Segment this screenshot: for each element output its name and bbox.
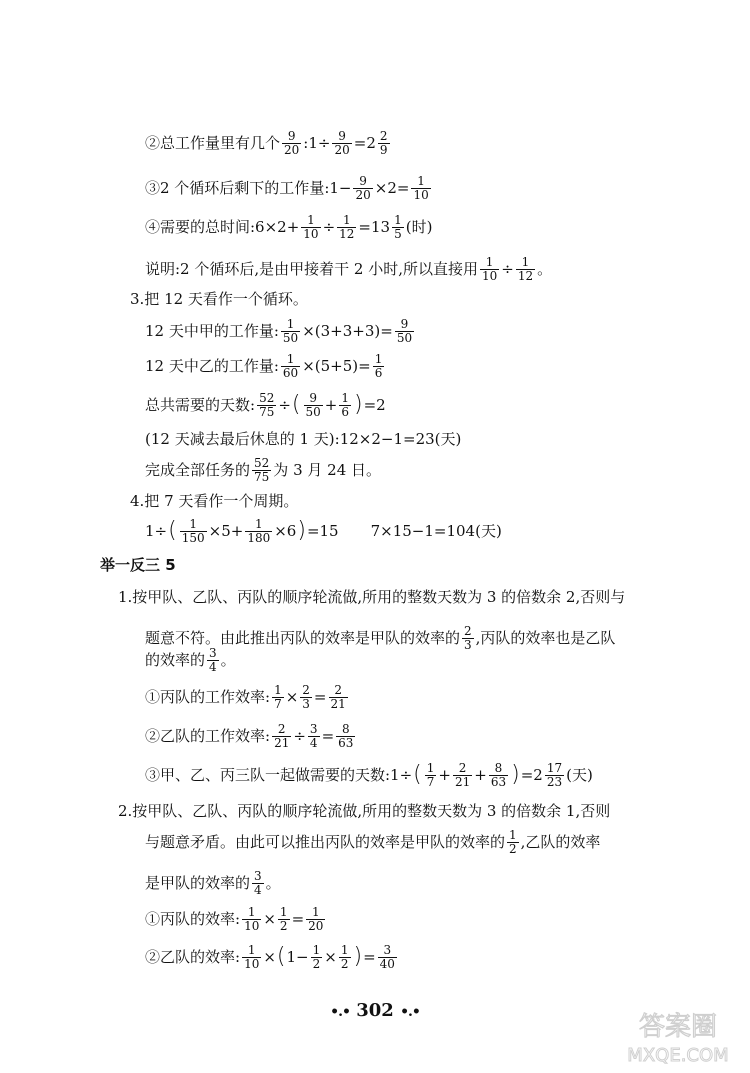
fraction: $\frac{1}{6}$	[341, 391, 350, 419]
fraction: $\frac{8}{63}$	[490, 761, 507, 789]
text: 1÷	[145, 521, 168, 540]
fraction: $\frac{2}{3}$	[464, 624, 472, 652]
text: (时)	[405, 217, 433, 236]
practice-1-step-3	[145, 762, 593, 788]
step-3-remaining-work	[145, 175, 433, 201]
close-paren: )	[353, 944, 363, 970]
fraction: $\frac{1}{2}$	[312, 943, 321, 971]
fraction: $\frac{3}{4}$	[209, 646, 217, 674]
fraction: $\frac{3}{40}$	[379, 943, 395, 971]
problem-4-heading	[130, 494, 298, 509]
section-heading	[100, 558, 176, 573]
fraction: $\frac{3}{4}$	[309, 722, 318, 750]
text: ①丙队的效率:	[145, 909, 241, 928]
text: (天)	[566, 765, 593, 784]
watermark-icon	[614, 1005, 742, 1069]
text: =2	[520, 765, 543, 784]
text: ×5+	[208, 521, 244, 540]
text: 与题意矛盾。由此可以推出丙队的效率是甲队的效率的	[145, 832, 506, 851]
fraction: $\frac{1}{5}$	[394, 213, 402, 241]
fraction: $\frac{1}{50}$	[282, 317, 299, 345]
text: =	[321, 726, 335, 745]
fraction: $\frac{1}{10}$	[413, 174, 429, 202]
practice-1-reasoning-cont	[145, 647, 236, 673]
fraction: $\frac{1}{6}$	[374, 352, 383, 380]
text: ②总工作量里有几个	[145, 133, 281, 152]
fraction: $\frac{1}{7}$	[426, 761, 435, 789]
text: 总共需要的天数:	[145, 395, 256, 414]
page-number-text: 302	[356, 1000, 394, 1021]
text: =	[313, 687, 327, 706]
close-paren: )	[354, 392, 363, 418]
text: ,丙队的效率也是乙队	[475, 628, 616, 647]
text: 4.把 7 天看作一个周期。	[130, 492, 299, 510]
fraction: $\frac{1}{2}$	[340, 943, 349, 971]
text: (12 天减去最后休息的 1 天):12×2−1=23(天)	[145, 430, 462, 448]
step-2-total-work	[145, 130, 392, 156]
decorative-dots: •.•	[400, 1004, 420, 1020]
text: +	[474, 765, 487, 784]
text: 的效率的	[145, 650, 206, 669]
svg-text:MXQE.COM: MXQE.COM	[627, 1045, 729, 1066]
text: =2	[363, 395, 386, 414]
step-4-total-time	[145, 214, 432, 240]
decorative-dots: •.•	[330, 1004, 350, 1020]
text: ×	[263, 909, 276, 928]
fraction: $\frac{2}{21}$	[274, 722, 290, 750]
text: 。	[265, 873, 281, 892]
text: ×2=	[374, 178, 410, 197]
fraction: $\frac{1}{10}$	[244, 943, 260, 971]
text: 是甲队的效率的	[145, 873, 251, 892]
explanation-note	[145, 256, 552, 282]
practice-1-intro	[118, 590, 625, 605]
text: ÷	[293, 726, 306, 745]
fraction: $\frac{9}{50}$	[396, 317, 413, 345]
open-paren: (	[168, 518, 177, 544]
text: 1−	[286, 947, 309, 966]
problem-3-subtract-rest	[145, 432, 461, 447]
fraction: $\frac{8}{63}$	[338, 722, 354, 750]
text: 完成全部任务的	[145, 460, 251, 479]
fraction: $\frac{1}{12}$	[339, 213, 355, 241]
fraction: $\frac{1}{180}$	[247, 517, 271, 545]
fraction: $\frac{1}{7}$	[274, 683, 282, 711]
fraction: $\frac{1}{2}$	[509, 828, 517, 856]
watermark-logo	[614, 1005, 742, 1069]
text: ×6	[274, 521, 297, 540]
text: ①丙队的工作效率:	[145, 687, 271, 706]
text: 7×15−1=104(天)	[370, 521, 502, 540]
fraction: $\frac{3}{4}$	[254, 869, 262, 897]
fraction: $\frac{9}{20}$	[355, 174, 371, 202]
text: 3.把 12 天看作一个循环。	[130, 290, 308, 308]
text: ×	[263, 947, 276, 966]
fraction: $\frac{2}{21}$	[454, 761, 471, 789]
text: 1.按甲队、乙队、丙队的顺序轮流做,所用的整数天数为 3 的倍数余 2,否则与	[118, 588, 626, 606]
text: ③2 个循环后剩下的工作量:1−	[145, 178, 352, 197]
section-title: 举一反三 5	[100, 556, 176, 574]
fraction: $\frac{1}{2}$	[279, 905, 288, 933]
text: 题意不符。由此推出丙队的效率是甲队的效率的	[145, 628, 461, 647]
text: ÷	[278, 395, 291, 414]
text: 2.按甲队、乙队、丙队的顺序轮流做,所用的整数天数为 3 的倍数余 1,否则	[118, 802, 611, 820]
text: ×	[324, 947, 337, 966]
text: =15	[306, 521, 339, 540]
text: 说明:2 个循环后,是由甲接着干 2 小时,所以直接用	[145, 259, 478, 278]
text: =	[363, 947, 376, 966]
close-paren: )	[511, 762, 520, 788]
text: ②乙队的工作效率:	[145, 726, 271, 745]
open-paren: (	[276, 944, 286, 970]
svg-text:答案圈: 答案圈	[638, 1012, 718, 1042]
text: ④需要的总时间:6×2+	[145, 217, 300, 236]
text: 为 3 月 24 日。	[273, 460, 381, 479]
fraction: $\frac{1}{10}$	[244, 905, 260, 933]
practice-1-step-1	[145, 684, 350, 710]
text: +	[324, 395, 338, 414]
open-paren: (	[413, 762, 422, 788]
text: +	[438, 765, 451, 784]
fraction: $\frac{9}{20}$	[284, 129, 300, 157]
problem-3-jia-work	[145, 318, 416, 344]
close-paren: )	[297, 518, 306, 544]
open-paren: (	[291, 392, 301, 418]
problem-3-finish-date	[145, 457, 381, 483]
text: 12 天中甲的工作量:	[145, 321, 279, 340]
text: ÷	[322, 217, 336, 236]
practice-1-step-2	[145, 723, 357, 749]
fraction: $\frac{9}{20}$	[334, 129, 350, 157]
text: 。	[537, 259, 553, 278]
problem-3-total-days	[145, 392, 386, 418]
practice-2-intro	[118, 804, 610, 819]
fraction: $\frac{9}{50}$	[305, 391, 321, 419]
page-number	[330, 1000, 420, 1021]
text: :1÷	[303, 133, 331, 152]
text: 。	[220, 650, 236, 669]
fraction: $\frac{52}{75}$	[254, 456, 270, 484]
fraction: $\frac{1}{60}$	[282, 352, 299, 380]
text: ×(5+5)=	[302, 356, 371, 375]
text: ×(3+3+3)=	[302, 321, 393, 340]
fraction: $\frac{1}{150}$	[181, 517, 205, 545]
fraction: $\frac{1}{10}$	[303, 213, 319, 241]
text: ③甲、乙、丙三队一起做需要的天数:1÷	[145, 765, 413, 784]
text: =2	[353, 133, 376, 152]
practice-2-reasoning	[145, 829, 600, 855]
text: =	[291, 909, 305, 928]
fraction: $\frac{2}{21}$	[330, 683, 346, 711]
fraction: $\frac{17}{23}$	[546, 761, 563, 789]
problem-3-yi-work	[145, 353, 386, 379]
fraction: $\frac{1}{20}$	[308, 905, 324, 933]
text: ,乙队的效率	[520, 832, 601, 851]
text: ÷	[501, 259, 514, 278]
text: =13	[358, 217, 391, 236]
fraction: $\frac{1}{12}$	[517, 255, 534, 283]
fraction: $\frac{1}{10}$	[481, 255, 498, 283]
text: 12 天中乙的工作量:	[145, 356, 279, 375]
fraction: $\frac{52}{75}$	[259, 391, 275, 419]
practice-2-reasoning-cont	[145, 870, 281, 896]
problem-3-heading	[130, 292, 308, 307]
practice-2-step-1	[145, 906, 327, 932]
fraction: $\frac{2}{9}$	[379, 129, 388, 157]
text: ②乙队的效率:	[145, 947, 241, 966]
fraction: $\frac{2}{3}$	[302, 683, 310, 711]
text: ×	[285, 687, 299, 706]
problem-4-calculation	[145, 518, 502, 544]
practice-2-step-2	[145, 944, 399, 970]
